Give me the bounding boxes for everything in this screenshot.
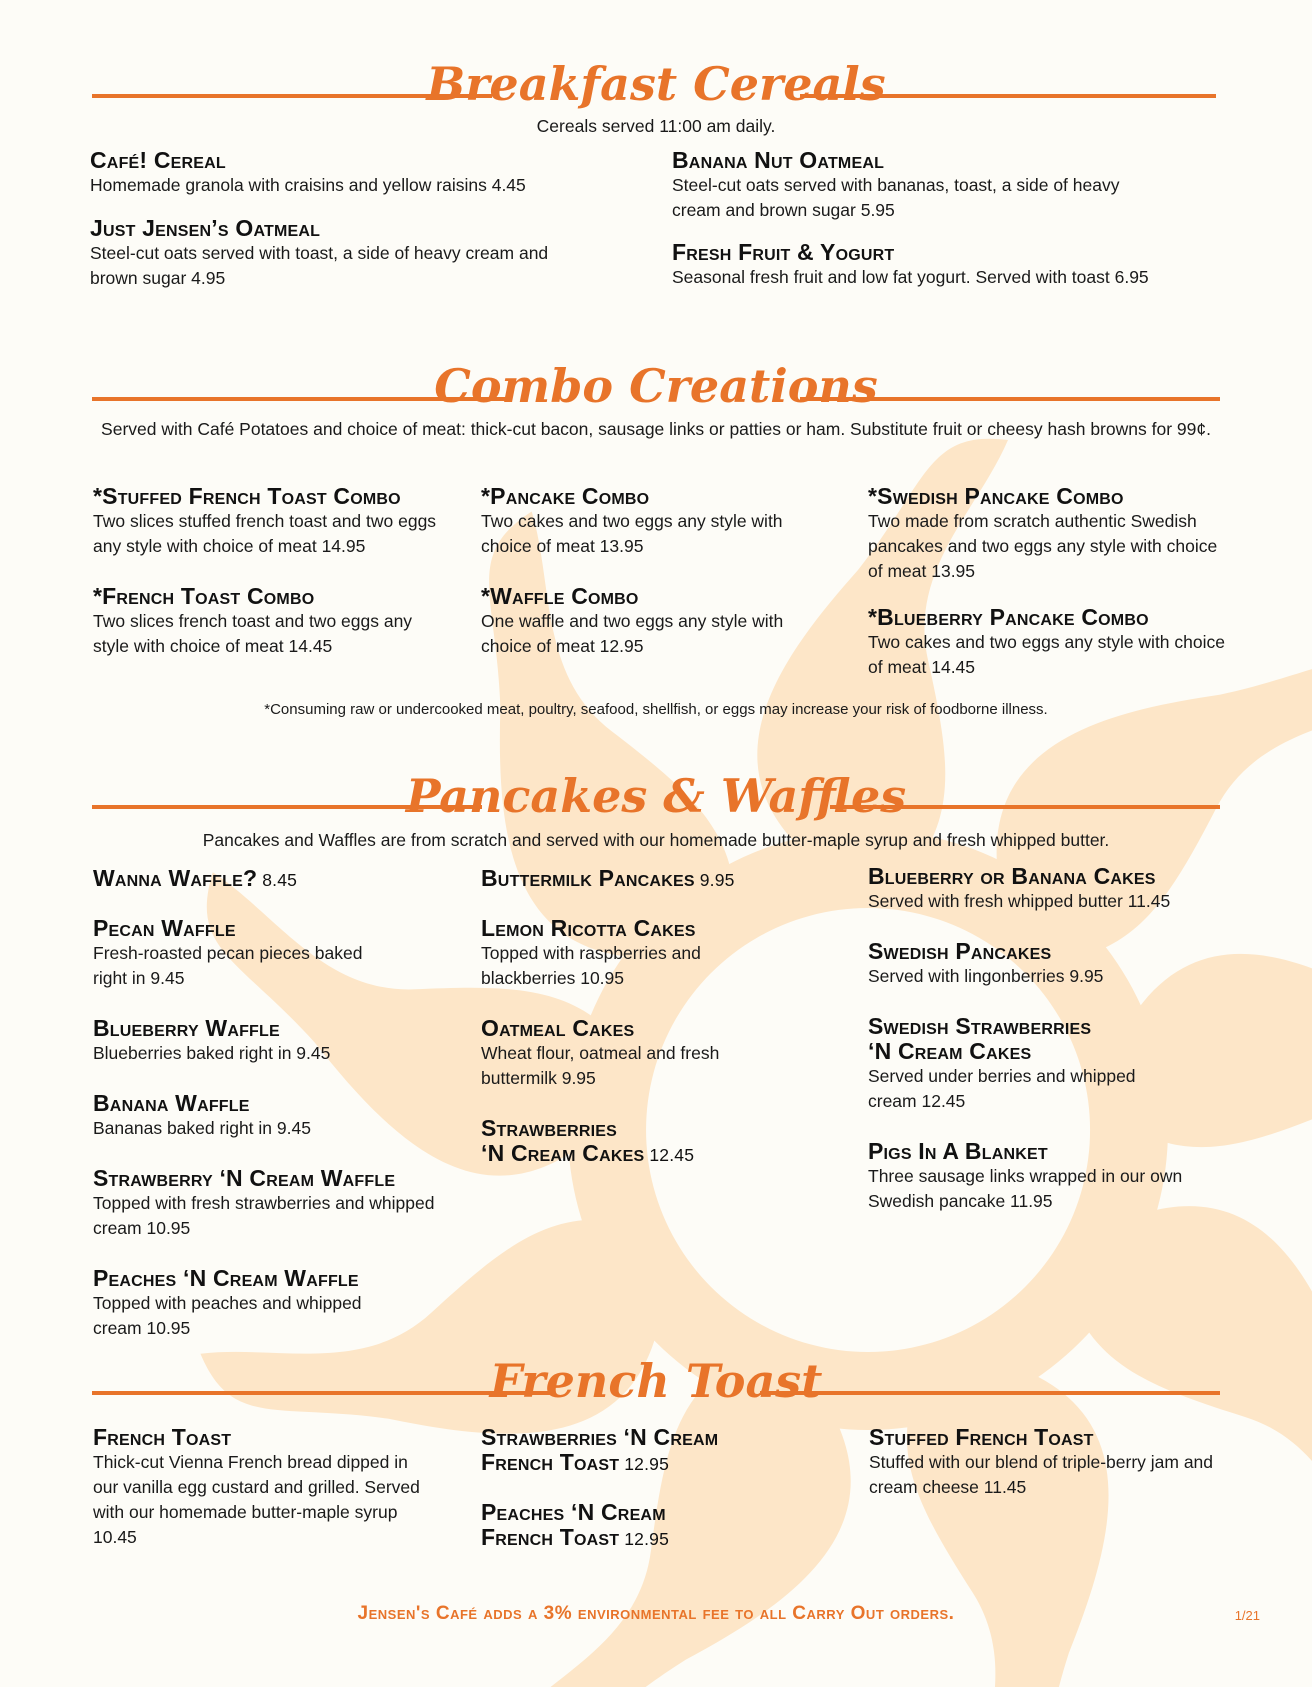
- menu-item: [93, 1166, 443, 1241]
- item-name: Peaches ‘N Cream: [481, 1499, 666, 1525]
- item-desc: Bananas baked right in 9.45: [93, 1118, 311, 1138]
- menu-item: [868, 1139, 1188, 1214]
- menu-item: [481, 1425, 851, 1477]
- menu-item: [90, 216, 550, 291]
- item-name: Oatmeal Cakes: [481, 1015, 635, 1041]
- section-title-french-toast: French Toast: [489, 1354, 823, 1408]
- item-desc: Served under berries and whipped cream 12.45: [868, 1066, 1136, 1111]
- section-subtitle-cereals: Cereals served 11:00 am daily.: [536, 116, 776, 136]
- item-desc: Stuffed with our blend of triple-berry jam and cream cheese 11.45: [869, 1452, 1214, 1497]
- item-name: Blueberry or Banana Cakes: [868, 863, 1156, 889]
- item-desc: Steel-cut oats served with toast, a side of heavy cream and brown sugar 4.95: [90, 243, 549, 288]
- menu-item: [672, 240, 1232, 290]
- item-name: Stuffed French Toast: [869, 1424, 1094, 1450]
- menu-item: [481, 866, 851, 893]
- menu-item: [481, 1016, 761, 1091]
- item-desc: Three sausage links wrapped in our own Swedish pancake 11.95: [868, 1166, 1183, 1211]
- item-desc: Served with fresh whipped butter 11.45: [868, 891, 1171, 911]
- item-name: Strawberries: [481, 1115, 617, 1141]
- section-title-cereals: Breakfast Cereals: [426, 57, 886, 111]
- item-price: 12.95: [624, 1529, 670, 1549]
- menu-item: [868, 605, 1228, 680]
- item-desc: Topped with raspberries and blackberries 10.95: [481, 943, 701, 988]
- item-name: ‘N Cream Cakes: [868, 1038, 1032, 1064]
- menu-item: [481, 584, 836, 659]
- item-price: 12.45: [649, 1145, 695, 1165]
- item-name: Swedish Pancakes: [868, 938, 1052, 964]
- item-desc: Fresh-roasted pecan pieces baked right in 9.45: [93, 943, 363, 988]
- item-desc: Topped with peaches and whipped cream 10.95: [93, 1293, 362, 1338]
- item-price: 8.45: [262, 870, 298, 890]
- menu-item: [672, 148, 1142, 223]
- section-title-combos: Combo Creations: [434, 359, 878, 413]
- item-name: Wanna Waffle? 8.45: [93, 865, 298, 891]
- item-name: Pecan Waffle: [93, 915, 236, 941]
- item-desc: Homemade granola with craisins and yellow raisins 4.45: [90, 175, 526, 195]
- item-name: Swedish Strawberries: [868, 1013, 1092, 1039]
- menu-item: [481, 916, 761, 991]
- item-desc: Two cakes and two eggs any style with choice of meat 14.45: [868, 632, 1225, 677]
- menu-item: [93, 1016, 463, 1066]
- menu-item: [481, 484, 836, 559]
- item-price: 9.95: [699, 870, 735, 890]
- item-desc: Wheat flour, oatmeal and fresh buttermilk 9.95: [481, 1043, 720, 1088]
- menu-item: [93, 1266, 383, 1341]
- item-name: Strawberries ‘N Cream: [481, 1424, 719, 1450]
- item-name: Banana Nut Oatmeal: [672, 147, 885, 173]
- menu-item: [868, 1014, 1148, 1114]
- item-name: Lemon Ricotta Cakes: [481, 915, 696, 941]
- item-name: *Pancake Combo: [481, 483, 650, 509]
- menu-item: [868, 864, 1228, 914]
- menu-item: [93, 866, 463, 893]
- item-name: Pigs In A Blanket: [868, 1138, 1048, 1164]
- menu-item: [869, 1425, 1229, 1500]
- item-price: 12.95: [624, 1454, 670, 1474]
- item-name: *Blueberry Pancake Combo: [868, 604, 1149, 630]
- item-desc: Seasonal fresh fruit and low fat yogurt. Served with toast 6.95: [672, 267, 1149, 287]
- item-desc: Blueberries baked right in 9.45: [93, 1043, 331, 1063]
- menu-item: [93, 916, 373, 991]
- menu-item: [93, 584, 433, 659]
- item-name: French Toast 12.95: [481, 1449, 670, 1475]
- item-desc: Thick-cut Vienna French bread dipped in our vanilla egg custard and grilled. Served with our homemade butter-maple syrup 10.45: [93, 1452, 420, 1547]
- item-name: Fresh Fruit & Yogurt: [672, 239, 895, 265]
- item-name: French Toast: [93, 1424, 232, 1450]
- item-desc: Served with lingonberries 9.95: [868, 966, 1104, 986]
- item-name: Blueberry Waffle: [93, 1015, 280, 1041]
- page-number: 1/21: [1234, 1608, 1260, 1623]
- item-desc: One waffle and two eggs any style with choice of meat 12.95: [481, 611, 784, 656]
- menu-item: [93, 1425, 438, 1550]
- menu-item: [93, 1091, 463, 1141]
- item-name: *Stuffed French Toast Combo: [93, 483, 401, 509]
- section-title-pancakes: Pancakes & Waffles: [405, 769, 907, 823]
- item-name: Banana Waffle: [93, 1090, 250, 1116]
- section-subtitle-pancakes: Pancakes and Waffles are from scratch and served with our homemade butter-maple syrup and fresh whipped butter.: [202, 830, 1110, 850]
- item-name: *Waffle Combo: [481, 583, 639, 609]
- menu-item: [868, 939, 1228, 989]
- menu-item: [481, 1500, 851, 1552]
- item-desc: Topped with fresh strawberries and whipped cream 10.95: [93, 1193, 435, 1238]
- item-desc: Steel-cut oats served with bananas, toast, a side of heavy cream and brown sugar 5.95: [672, 175, 1120, 220]
- item-desc: Two made from scratch authentic Swedish pancakes and two eggs any style with choice of meat 13.95: [868, 511, 1218, 581]
- item-desc: Two slices stuffed french toast and two eggs any style with choice of meat 14.95: [93, 511, 437, 556]
- item-name: ‘N Cream Cakes 12.45: [481, 1140, 695, 1166]
- item-name: Peaches ‘N Cream Waffle: [93, 1265, 359, 1291]
- item-name: *Swedish Pancake Combo: [868, 483, 1124, 509]
- item-name: Strawberry ‘N Cream Waffle: [93, 1165, 396, 1191]
- item-desc: Two slices french toast and two eggs any style with choice of meat 14.45: [93, 611, 413, 656]
- item-desc: Two cakes and two eggs any style with choice of meat 13.95: [481, 511, 783, 556]
- carry-out-fee-notice: Jensen's Café adds a 3% environmental fee to all Carry Out orders.: [357, 1603, 955, 1624]
- item-name: French Toast 12.95: [481, 1524, 670, 1550]
- item-name: *French Toast Combo: [93, 583, 315, 609]
- foodborne-illness-note: *Consuming raw or undercooked meat, poultry, seafood, shellfish, or eggs may increase your risk of foodborne illness.: [264, 701, 1048, 718]
- item-name: Buttermilk Pancakes 9.95: [481, 865, 735, 891]
- item-name: Just Jensen’s Oatmeal: [90, 215, 321, 241]
- menu-item: [868, 484, 1228, 584]
- item-name: Café! Cereal: [90, 147, 226, 173]
- menu-item: [481, 1116, 851, 1168]
- section-subtitle-combos: Served with Café Potatoes and choice of meat: thick-cut bacon, sausage links or patties or ham. Substitute fruit or cheesy hash browns for 99¢.: [101, 419, 1211, 439]
- menu-item: [93, 484, 448, 559]
- menu-item: [90, 148, 610, 198]
